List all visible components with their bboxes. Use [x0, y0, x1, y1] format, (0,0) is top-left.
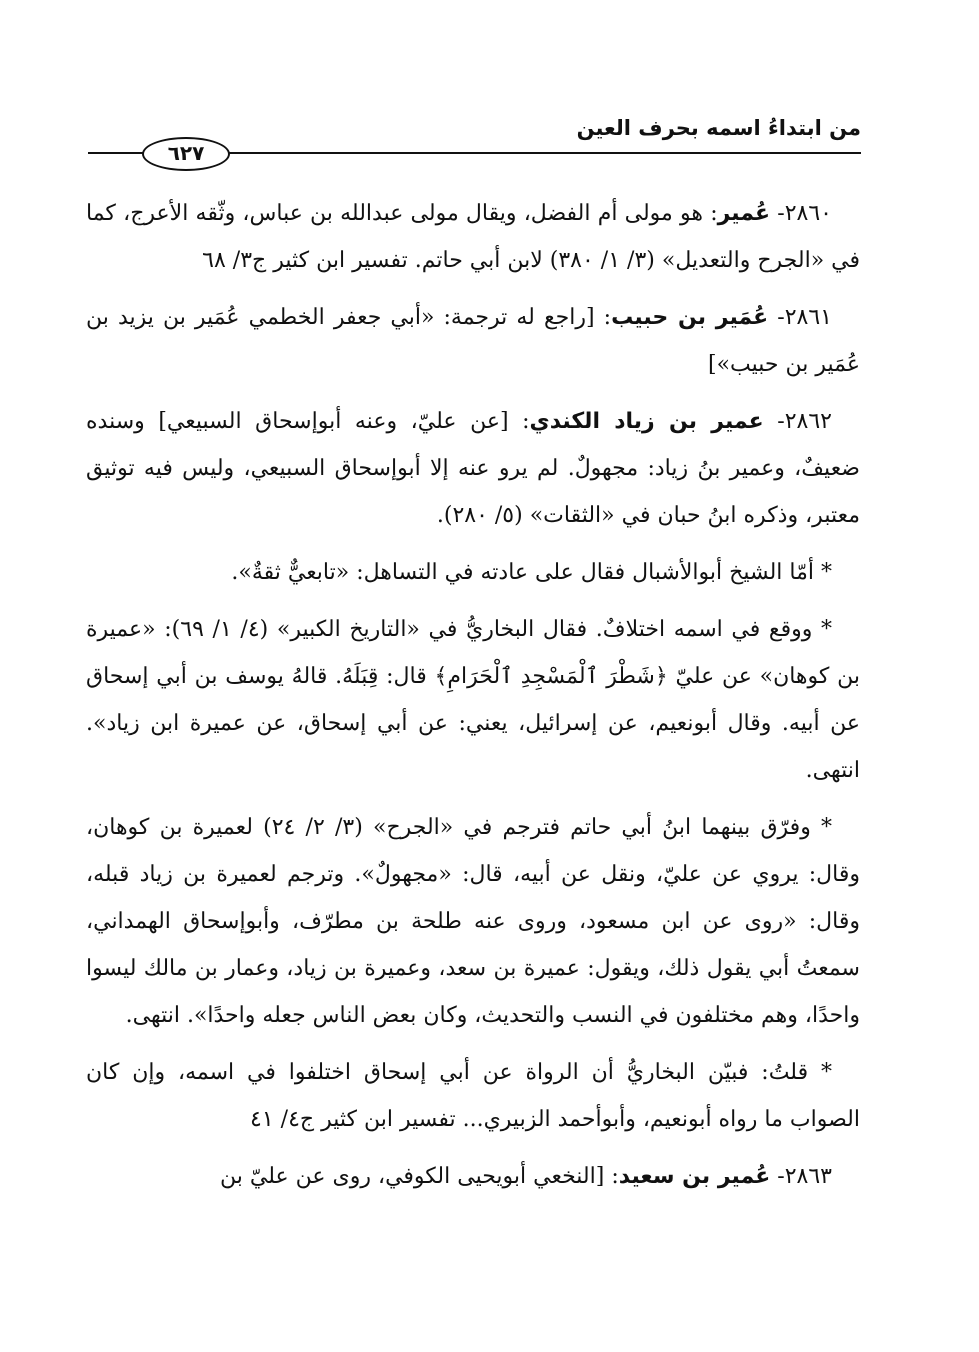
entry-name: عُمير — [717, 201, 771, 226]
entry-2862 — [86, 398, 860, 539]
page-number: ٦٢٧ — [142, 137, 230, 171]
entry-number: ٢٨٦١- — [777, 305, 832, 330]
body-text — [86, 190, 860, 1200]
running-header: من ابتداءُ اسمه بحرف العين — [576, 116, 861, 140]
entry-text: : [النخعي أبويحيى الكوفي، روى عن عليّ بن — [220, 1164, 619, 1189]
entry-number: ٢٨٦٢- — [777, 409, 832, 434]
note-paragraph: * قلتُ: فبيّن البخاريُّ أن الرواة عن أبي إسحاق اختلفوا في اسمه، وإن كان الصواب ما رواه أبونعيم، وأبوأحمد الزبيري... تفسير ابن كثير ج٤/ ٤١ — [86, 1060, 860, 1132]
entry-2863 — [86, 1153, 860, 1200]
entry-name: عُمير بن سعيد — [618, 1164, 771, 1189]
note-paragraph: * وفرّق بينهما ابنُ أبي حاتم فترجم في «الجرح» (٣/ ٢/ ٢٤) لعميرة بن كوهان، وقال: يروي عن عليّ، ونقل عن أبيه، قال: «مجهولٌ». وترجم لعميرة بن زياد قبله، وقال: «روى عن ابن مسعود، وروى عنه طلحة بن مطرّف، وأبوإسحاق الهمداني، سمعتُ أبي يقول ذلك، ويقول: عميرة بن سعد، وعميرة بن زياد، وعمار بن مالك ليسوا واحدًا، وهم مختلفون في النسب والتحديث، وكان بعض الناس جعله واحدًا». انتهى. — [86, 815, 861, 1028]
entry-name: عمير بن زياد الكندي — [529, 409, 764, 434]
note-paragraph: * أمّا الشيخ أبوالأشبال فقال على عادته في التساهل: «تابعيٌّ ثقةٌ». — [231, 560, 832, 585]
entry-2860 — [86, 190, 860, 284]
note-paragraph: * ووقع في اسمه اختلافٌ. فقال البخاريُّ في «التاريخ الكبير» (٤/ ١/ ٦٩): «عميرة بن كوهان» عن عليّ ﴿شَطْرَ ٱلْمَسْجِدِ ٱلْحَرَامِ﴾ قال: قِبَلَهُ. قالهُ يوسف بن أبي إسحاق عن أبيه. وقال أبونعيم، عن إسرائيل، يعني: عن أبي إسحاق، عن عميرة ابن زياد». انتهى. — [86, 617, 860, 783]
entry-text: : [عن عليّ، وعنه أبوإسحاق السبيعي] وسنده ضعيفٌ، وعمير بنُ زياد: مجهولٌ. لم يرو عنه إلا أبوإسحاق السبيعي، وليس فيه توثيق معتبر، وذكره ابنُ حبان في «الثقات» (٥/ ٢٨٠). — [86, 409, 860, 528]
entry-number: ٢٨٦٣- — [777, 1164, 832, 1189]
entry-text: : هو مولى أم الفضل، ويقال مولى عبدالله بن عباس، وثّقه الأعرج، كما في «الجرح والتعديل» (٣/ ١/ ٣٨٠) لابن أبي حاتم. تفسير ابن كثير ج٣/ ٦٨ — [86, 201, 860, 273]
entry-2861 — [86, 294, 860, 388]
entry-name: عُمَير بن حبيب — [611, 305, 769, 330]
entry-text: : [راجع له ترجمة: «أبي جعفر الخطمي عُمَير بن يزيد بن عُمَير بن حبيب»] — [86, 305, 860, 377]
entry-number: ٢٨٦٠- — [777, 201, 832, 226]
